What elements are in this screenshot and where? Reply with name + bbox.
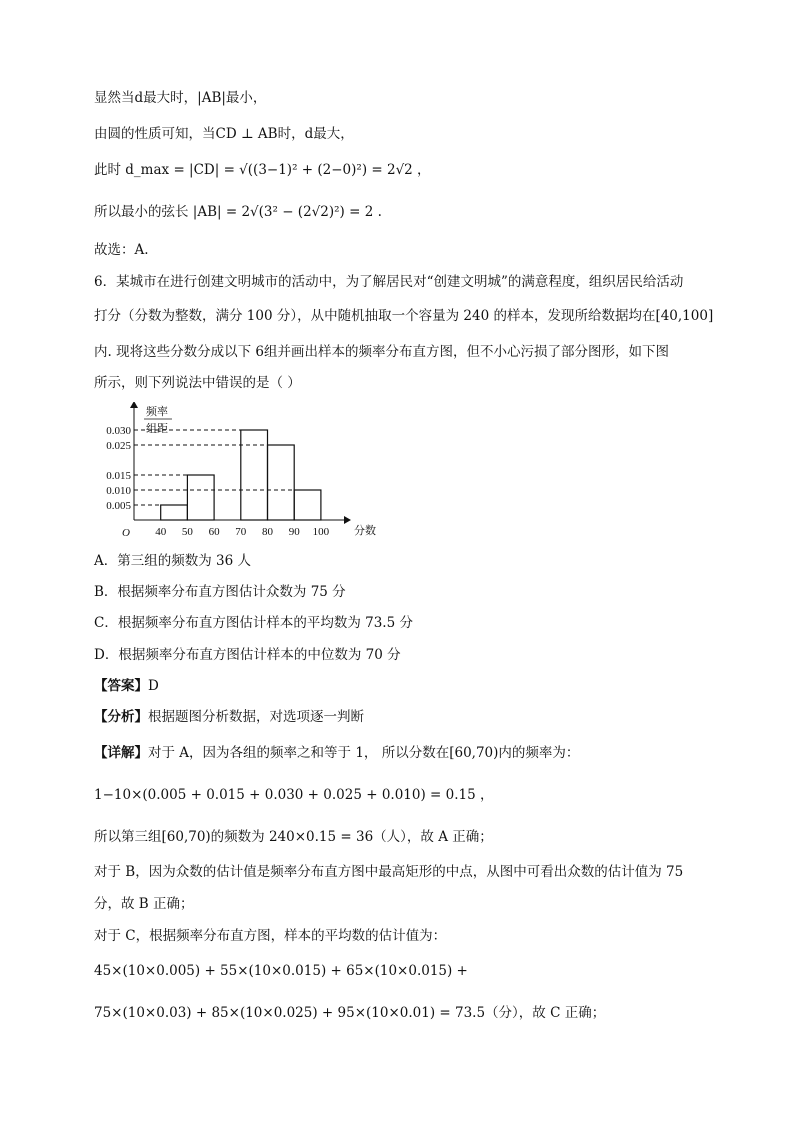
y-tick-label: 0.025 xyxy=(106,440,131,452)
solution-line-5: 故选：A. xyxy=(94,242,149,258)
x-tick-label: 60 xyxy=(208,526,220,538)
option-d: D．根据频率分布直方图估计样本的中位数为 70 分 xyxy=(94,647,401,663)
solution-line-2: 由圆的性质可知，当CD ⊥ AB时，d最大， xyxy=(94,126,354,142)
analysis-line xyxy=(94,707,364,727)
option-b: B．根据频率分布直方图估计众数为 75 分 xyxy=(94,584,346,600)
frequency-histogram xyxy=(94,402,384,548)
answer-label: 【答案】 xyxy=(94,678,148,694)
histogram-bar xyxy=(294,490,321,520)
histogram-bar xyxy=(161,505,188,520)
x-tick-label: 100 xyxy=(312,526,330,538)
y-tick-label: 0.010 xyxy=(106,485,131,497)
x-axis-arrow xyxy=(344,516,351,524)
analysis-text: 根据题图分析数据，对选项逐一判断 xyxy=(148,709,364,725)
solution-line-1: 显然当d最大时，|AB|最小， xyxy=(94,90,267,106)
detail-label: 【详解】 xyxy=(94,745,148,761)
histogram-bar xyxy=(268,445,295,520)
origin-label: O xyxy=(122,527,130,539)
histogram-bar xyxy=(187,475,214,520)
detail-line-4: 对于 B，因为众数的估计值是频率分布直方图中最高矩形的中点，从图中可看出众数的估计值为 75 xyxy=(94,864,684,880)
x-tick-label: 70 xyxy=(235,526,247,538)
x-tick-label: 40 xyxy=(155,526,167,538)
question-line-4: 所示，则下列说法中错误的是（ ） xyxy=(94,375,301,391)
analysis-label: 【分析】 xyxy=(94,709,148,725)
detail-line-8: 75×(10×0.03) + 85×(10×0.025) + 95×(10×0.01) = 73.5（分），故 C 正确； xyxy=(94,1005,606,1021)
question-line-1: 6．某城市在进行创建文明城市的活动中，为了解居民对“创建文明城”的满意程度，组织居民给活动 xyxy=(94,274,684,290)
detail-line-5: 分，故 B 正确； xyxy=(94,896,194,912)
y-tick-label: 0.030 xyxy=(106,425,131,437)
option-a: A．第三组的频数为 36 人 xyxy=(94,553,252,569)
question-line-2: 打分（分数为整数，满分 100 分），从中随机抽取一个容量为 240 的样本，发现所给数据均在[40,100] xyxy=(94,308,714,324)
detail-line-7: 45×(10×0.005) + 55×(10×0.015) + 65×(10×0.015) + xyxy=(94,963,468,979)
answer-line xyxy=(94,676,159,696)
detail-line-6: 对于 C，根据频率分布直方图，样本的平均数的估计值为： xyxy=(94,928,447,944)
x-tick-label: 50 xyxy=(181,526,193,538)
x-tick-label: 90 xyxy=(288,526,300,538)
y-axis-label-bottom: 组距 xyxy=(146,423,168,435)
question-line-3: 内. 现将这些分数分成以下 6组并画出样本的频率分布直方图，但不小心污损了部分图形，如下图 xyxy=(94,344,669,360)
y-tick-label: 0.005 xyxy=(106,500,131,512)
histogram-bar xyxy=(241,430,268,520)
detail-line-1 xyxy=(94,743,579,763)
y-tick-label: 0.015 xyxy=(106,470,131,482)
answer-value: D xyxy=(148,678,159,694)
detail-line-2: 1−10×(0.005 + 0.015 + 0.030 + 0.025 + 0.010) = 0.15 ， xyxy=(94,787,494,803)
y-axis-label-top: 频率 xyxy=(146,406,168,418)
x-axis-label: 分数 xyxy=(354,525,376,537)
y-axis-arrow xyxy=(130,402,138,408)
solution-line-4: 所以最小的弦长 |AB| = 2√(3² − (2√2)²) = 2 . xyxy=(94,204,382,220)
x-tick-label: 80 xyxy=(262,526,273,538)
solution-line-3: 此时 d_max = |CD| = √((3−1)² + (2−0)²) = 2√2 ， xyxy=(94,162,431,178)
detail-line-3: 所以第三组[60,70)的频数为 240×0.15 = 36（人），故 A 正确； xyxy=(94,829,493,845)
detail-text-1: 对于 A，因为各组的频率之和等于 1， 所以分数在[60,70)内的频率为： xyxy=(148,745,580,761)
option-c: C．根据频率分布直方图估计样本的平均数为 73.5 分 xyxy=(94,615,413,631)
